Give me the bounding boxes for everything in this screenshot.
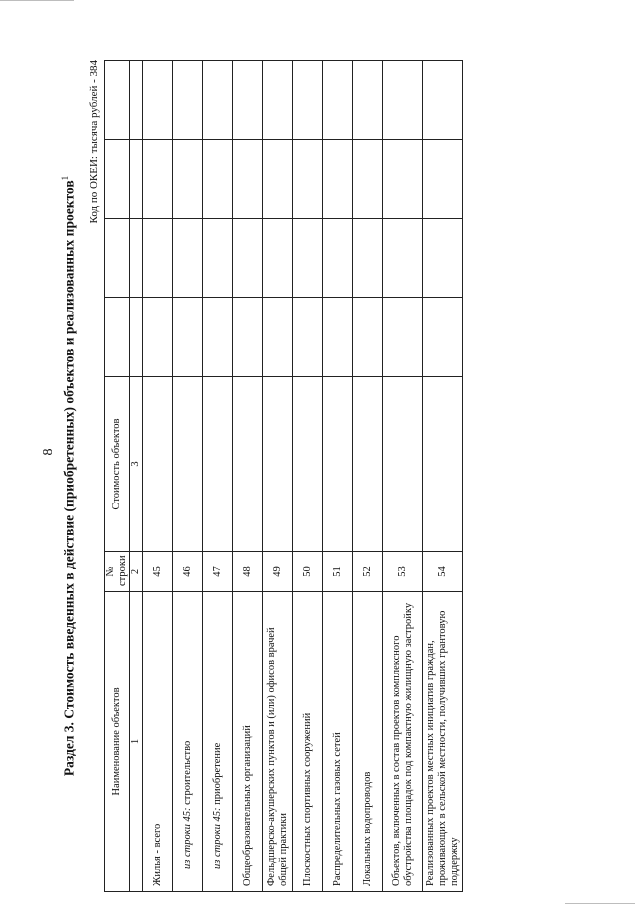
row-name: Плоскостных спортивных сооружений xyxy=(293,592,323,892)
header-name: Наименование объектов xyxy=(105,592,130,892)
empty-cell xyxy=(233,219,263,298)
empty-cell xyxy=(383,219,423,298)
value-cell[interactable] xyxy=(293,377,323,552)
row-code: 45 xyxy=(143,552,173,592)
empty-cell xyxy=(423,219,463,298)
row-code: 46 xyxy=(173,552,203,592)
section-heading-text: Раздел 3. Стоимость введенных в действие (приобретенных) объектов и реализованных проектов xyxy=(61,180,77,777)
empty-cell xyxy=(293,140,323,219)
colnum-empty xyxy=(130,298,143,377)
value-cell[interactable] xyxy=(353,377,383,552)
empty-cell xyxy=(353,298,383,377)
table-row xyxy=(263,61,293,892)
row-name: Фельдшерско-акушерских пунктов и (или) офисов врачей общей практики xyxy=(263,592,293,892)
row-name: Жилья - всего xyxy=(143,592,173,892)
value-cell[interactable] xyxy=(143,377,173,552)
empty-cell xyxy=(323,140,353,219)
rotated-sheet xyxy=(60,60,620,892)
empty-cell xyxy=(143,140,173,219)
table-row xyxy=(293,61,323,892)
row-name: Локальных водопроводов xyxy=(353,592,383,892)
row-code: 47 xyxy=(203,552,233,592)
empty-cell xyxy=(203,298,233,377)
table-row xyxy=(383,61,423,892)
colnum-empty xyxy=(130,61,143,140)
empty-cell xyxy=(233,140,263,219)
value-cell[interactable] xyxy=(263,377,293,552)
empty-cell xyxy=(263,219,293,298)
value-cell[interactable] xyxy=(203,377,233,552)
empty-cell xyxy=(423,140,463,219)
empty-cell xyxy=(173,219,203,298)
header-empty xyxy=(105,61,130,140)
scan-mark-top xyxy=(0,0,74,1)
empty-cell xyxy=(383,298,423,377)
header-row xyxy=(105,61,130,892)
empty-cell xyxy=(263,61,293,140)
empty-cell xyxy=(173,61,203,140)
empty-cell xyxy=(233,298,263,377)
empty-cell xyxy=(353,140,383,219)
empty-cell xyxy=(353,219,383,298)
row-name: Реализованных проектов местных инициатив граждан, проживающих в сельской местности, получивших грантовую поддержку xyxy=(423,592,463,892)
row-code: 48 xyxy=(233,552,263,592)
colnum-code: 2 xyxy=(130,552,143,592)
empty-cell xyxy=(203,140,233,219)
empty-cell xyxy=(423,298,463,377)
column-number-row xyxy=(130,61,143,892)
empty-cell xyxy=(293,298,323,377)
empty-cell xyxy=(323,219,353,298)
section-heading xyxy=(60,60,78,892)
scan-mark-bottom xyxy=(565,903,635,904)
empty-cell xyxy=(323,61,353,140)
empty-cell xyxy=(263,140,293,219)
empty-cell xyxy=(173,140,203,219)
header-code: № строки xyxy=(105,552,130,592)
value-cell[interactable] xyxy=(383,377,423,552)
row-name: Объектов, включенных в состав проектов комплексного обустройства площадок под компактную жилищную застройку xyxy=(383,592,423,892)
empty-cell xyxy=(383,61,423,140)
row-code: 50 xyxy=(293,552,323,592)
table-row xyxy=(143,61,173,892)
empty-cell xyxy=(263,298,293,377)
value-cell[interactable] xyxy=(423,377,463,552)
table-row xyxy=(173,61,203,892)
empty-cell xyxy=(383,140,423,219)
row-code: 49 xyxy=(263,552,293,592)
colnum-name: 1 xyxy=(130,592,143,892)
row-name: Общеобразовательных организаций xyxy=(233,592,263,892)
page-number: 8 xyxy=(41,448,56,456)
value-cell[interactable] xyxy=(323,377,353,552)
empty-cell xyxy=(203,61,233,140)
empty-cell xyxy=(143,61,173,140)
okei-code: Код по ОКЕИ: тысяча рублей - 384 xyxy=(88,60,100,224)
header-value: Стоимость объектов xyxy=(105,377,130,552)
table-row xyxy=(423,61,463,892)
row-code: 51 xyxy=(323,552,353,592)
empty-cell xyxy=(293,219,323,298)
empty-cell xyxy=(293,61,323,140)
header-empty xyxy=(105,298,130,377)
row-code: 54 xyxy=(423,552,463,592)
footnote-mark: 1 xyxy=(60,175,70,181)
empty-cell xyxy=(323,298,353,377)
empty-cell xyxy=(353,61,383,140)
value-cell[interactable] xyxy=(173,377,203,552)
empty-cell xyxy=(173,298,203,377)
empty-cell xyxy=(143,219,173,298)
empty-cell xyxy=(143,298,173,377)
table-row xyxy=(203,61,233,892)
colnum-empty xyxy=(130,140,143,219)
row-name: из строки 45: строительство xyxy=(173,592,203,892)
row-name: из строки 45: приобретение xyxy=(203,592,233,892)
row-code: 53 xyxy=(383,552,423,592)
row-code: 52 xyxy=(353,552,383,592)
table-row xyxy=(233,61,263,892)
header-empty xyxy=(105,140,130,219)
colnum-value: 3 xyxy=(130,377,143,552)
value-cell[interactable] xyxy=(233,377,263,552)
table-row xyxy=(323,61,353,892)
empty-cell xyxy=(233,61,263,140)
empty-cell xyxy=(423,61,463,140)
cost-table xyxy=(104,60,463,892)
empty-cell xyxy=(203,219,233,298)
row-name: Распределительных газовых сетей xyxy=(323,592,353,892)
table-row xyxy=(353,61,383,892)
header-empty xyxy=(105,219,130,298)
colnum-empty xyxy=(130,219,143,298)
